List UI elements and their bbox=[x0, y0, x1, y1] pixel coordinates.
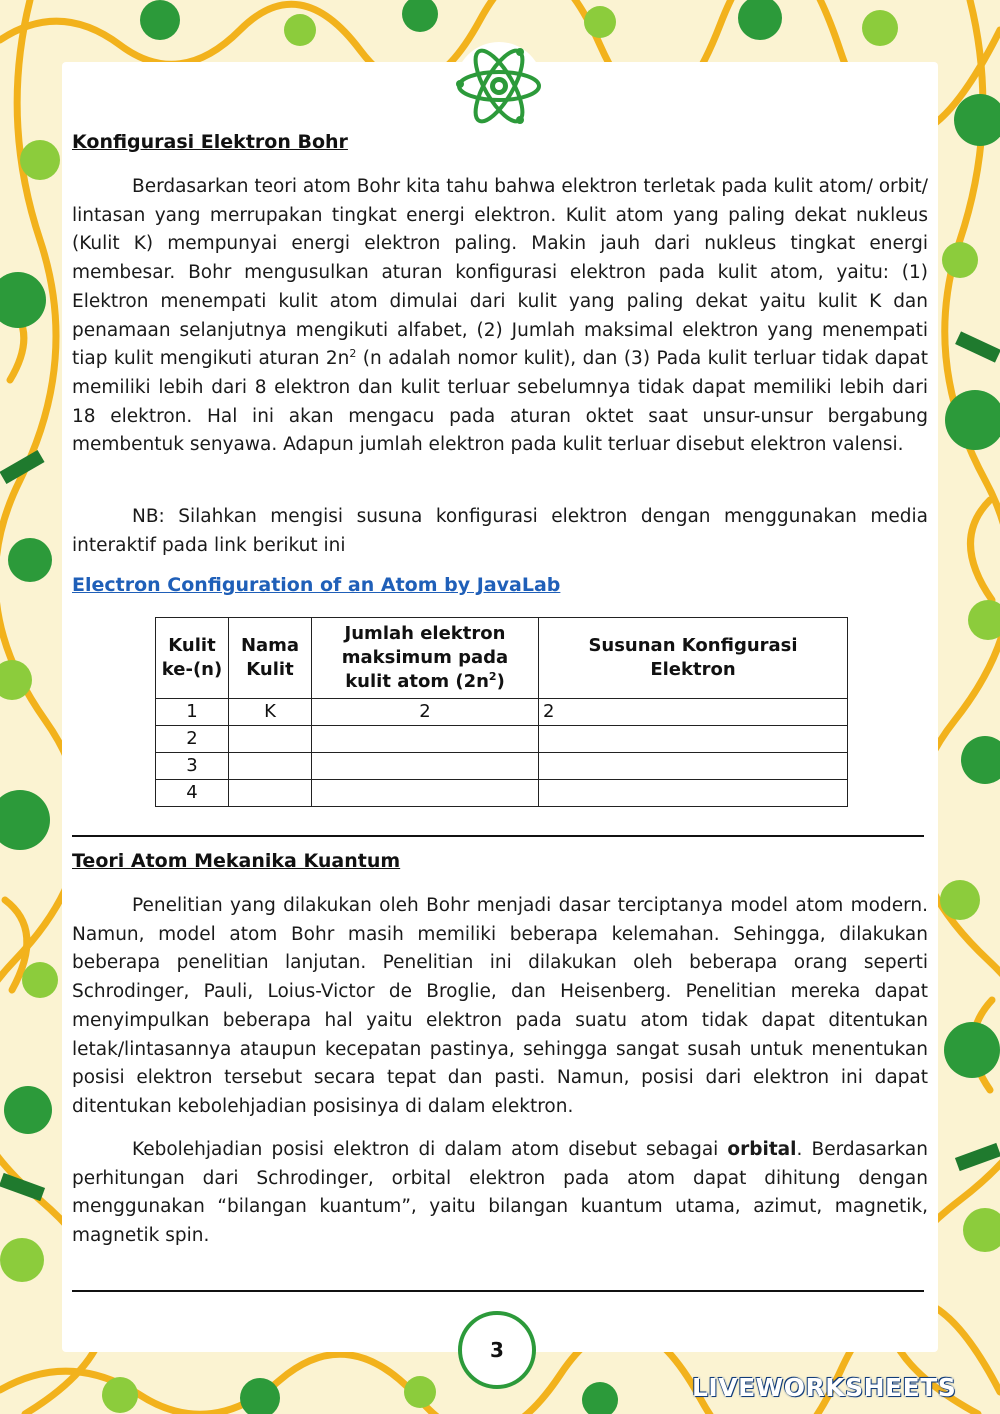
section-title-quantum: Teori Atom Mekanika Kuantum bbox=[72, 850, 401, 872]
cell-kulit: 2 bbox=[156, 726, 229, 753]
table-row bbox=[156, 753, 848, 780]
cell-kulit: 1 bbox=[156, 699, 229, 726]
cell-susunan[interactable] bbox=[539, 726, 848, 753]
bohr-paragraph-text-b: (n adalah nomor kulit), dan (3) Pada kulit terluar tidak dapat memiliki lebih dari 8 elektron dan kulit terluar sebelumnya tidak dapat memiliki lebih dari 18 elektron. Hal ini akan mengacu pada aturan oktet saat unsur-unsur bergabung membentuk senyawa. Adapun jumlah elektron pada kulit terluar disebut elektron valensi. bbox=[72, 348, 929, 456]
section-divider bbox=[72, 835, 924, 837]
orbital-term: orbital bbox=[727, 1139, 797, 1160]
cell-susunan[interactable] bbox=[539, 753, 848, 780]
cell-jumlah[interactable] bbox=[312, 753, 539, 780]
section-title-bohr: Konfigurasi Elektron Bohr bbox=[72, 131, 348, 153]
quantum-paragraph-2-text-a: Kebolehjadian posisi elektron di dalam atom disebut sebagai bbox=[132, 1139, 728, 1160]
cell-susunan[interactable] bbox=[539, 780, 848, 807]
bohr-paragraph-text-a: Berdasarkan teori atom Bohr kita tahu bahwa elektron terletak pada kulit atom/ orbit/ lintasan yang merrupakan tingkat energi elektron. Kulit atom yang paling dekat nukleus (Kulit K) mempunyai energi elektron paling. Makin jauh dari nukleus tingkat energi membesar. Bohr mengusulkan aturan konfigurasi elektron pada kulit atom, yaitu: (1) Elektron menempati kulit atom dimulai dari kulit yang paling dekat yaitu kulit K dan penamaan selanjutnya mengikuti alfabet, (2) Jumlah maksimal elektron yang menempati tiap kulit mengikuti aturan 2n bbox=[72, 176, 928, 370]
cell-nama[interactable] bbox=[229, 726, 312, 753]
quantum-paragraph-2 bbox=[72, 1136, 928, 1251]
nb-paragraph-text: NB: Silahkan mengisi susuna konfigurasi elektron dengan menggunakan media interaktif pada link berikut ini bbox=[72, 506, 928, 556]
header-jumlah-elektron: Jumlah elektron maksimum pada kulit atom $(2n^2)$ bbox=[312, 618, 539, 699]
cell-nama[interactable]: K bbox=[229, 699, 312, 726]
table-row bbox=[156, 699, 848, 726]
cell-susunan[interactable]: 2 bbox=[539, 699, 848, 726]
header-nama-kulit: Nama Kulit bbox=[229, 618, 312, 699]
header-kulit-ke: Kulit ke-(n) bbox=[156, 618, 229, 699]
footer-divider bbox=[72, 1290, 924, 1292]
cell-kulit: 4 bbox=[156, 780, 229, 807]
table-row bbox=[156, 780, 848, 807]
quantum-paragraph-1 bbox=[72, 892, 928, 1122]
electron-configuration-table bbox=[155, 617, 848, 807]
cell-nama[interactable] bbox=[229, 780, 312, 807]
liveworksheets-logo: LIVEWORKSHEETS bbox=[692, 1373, 957, 1402]
table-row bbox=[156, 726, 848, 753]
nb-paragraph bbox=[72, 503, 928, 560]
table-header-row bbox=[156, 618, 848, 699]
cell-kulit: 3 bbox=[156, 753, 229, 780]
quantum-paragraph-2-text-b: . Berdasarkan perhitungan dari Schrodinger, orbital elektron pada atom dapat dihitung dengan menggunakan “bilangan kuantum”, yaitu bilangan kuantum utama, azimut, magnetik, magnetik spin. bbox=[72, 1139, 928, 1247]
atom-icon bbox=[450, 40, 548, 132]
header-susunan-konfigurasi: Susunan Konfigurasi Elektron bbox=[539, 618, 848, 699]
cell-jumlah[interactable] bbox=[312, 780, 539, 807]
quantum-paragraph-1-text: Penelitian yang dilakukan oleh Bohr menjadi dasar terciptanya model atom modern. Namun, model atom Bohr masih memiliki beberapa kelemahan. Sehingga, dilakukan beberapa penelitian lanjutan. Penelitian ini dilakukan oleh beberapa orang seperti Schrodinger, Pauli, Loius-Victor de Broglie, dan Heisenberg. Penelitian mereka dapat menyimpulkan beberapa hal yaitu elektron pada suatu atom tidak dapat ditentukan letak/lintasannya ataupun kecepatan pastinya, sehingga sangat susah untuk menentukan posisi elektron tersebut secara tepat dan pasti. Namun, posisi dari elektron ini dapat ditentukan kebolehjadian posisinya di dalam elektron. bbox=[72, 895, 928, 1117]
cell-jumlah[interactable]: 2 bbox=[312, 699, 539, 726]
javalab-link[interactable]: Electron Configuration of an Atom by JavaLab bbox=[72, 574, 561, 596]
page-number: 3 bbox=[458, 1311, 536, 1389]
cell-nama[interactable] bbox=[229, 753, 312, 780]
cell-jumlah[interactable] bbox=[312, 726, 539, 753]
bohr-paragraph bbox=[72, 173, 928, 460]
superscript-2: 2 bbox=[349, 347, 357, 361]
